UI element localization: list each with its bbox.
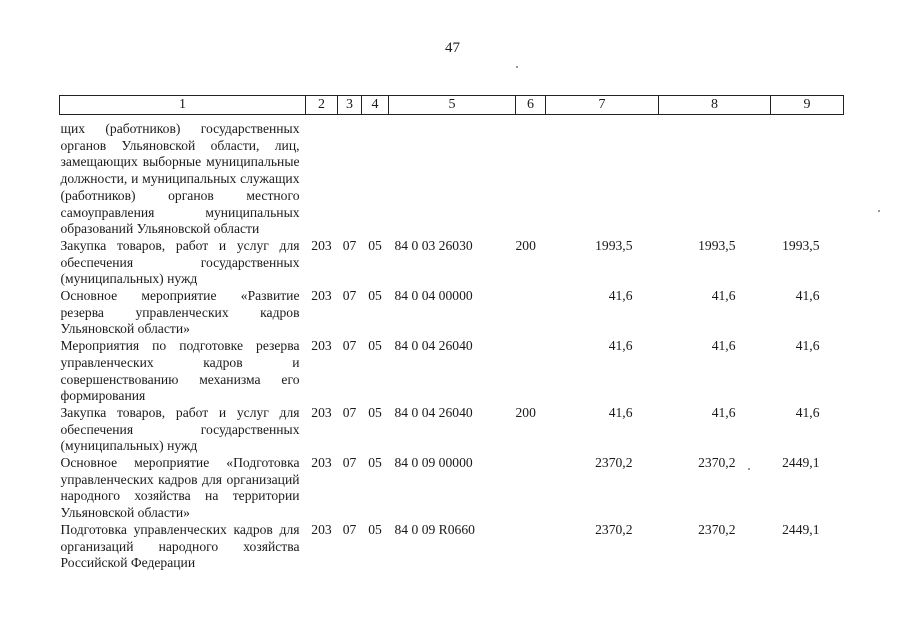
row-amount-2 xyxy=(659,115,771,238)
column-header: 9 xyxy=(771,96,844,115)
column-header: 4 xyxy=(362,96,389,115)
row-amount-1 xyxy=(546,115,659,238)
row-amount-2: 2370,2 xyxy=(698,455,736,471)
row-name: Основное мероприятие «Развитие резерва управленческих кадров Ульяновской области» xyxy=(60,288,300,337)
row-amount-3: 41,6 xyxy=(795,338,820,354)
row-grbs: 203 xyxy=(311,404,332,420)
row-grbs: 203 xyxy=(311,455,332,471)
row-subsection xyxy=(362,115,389,238)
row-expense-type xyxy=(516,455,546,522)
table-row xyxy=(60,288,844,338)
page-number: 47 xyxy=(445,40,460,56)
scan-speck xyxy=(516,66,518,68)
row-section: 07 xyxy=(342,521,357,537)
row-section: 07 xyxy=(342,237,357,253)
row-amount-2: 1993,5 xyxy=(698,237,736,253)
row-amount-2: 41,6 xyxy=(711,338,736,354)
table-row xyxy=(60,405,844,455)
row-expense-type xyxy=(516,115,546,238)
scan-speck xyxy=(878,210,880,212)
column-number-row xyxy=(60,96,844,115)
row-target-article: 84 0 09 R0660 xyxy=(394,521,475,537)
row-subsection: 05 xyxy=(368,237,382,253)
row-subsection: 05 xyxy=(368,338,382,354)
row-subsection: 05 xyxy=(368,521,382,537)
row-amount-1: 2370,2 xyxy=(595,521,633,537)
column-header: 7 xyxy=(546,96,659,115)
row-grbs: 203 xyxy=(311,237,332,253)
row-name: Основное мероприятие «Подготовка управленческих кадров для организаций народного хозяйства на территории Ульяновской области» xyxy=(60,455,300,521)
row-expense-type: 200 xyxy=(515,404,536,420)
row-section: 07 xyxy=(342,288,357,304)
row-amount-2: 2370,2 xyxy=(698,521,736,537)
row-amount-3: 41,6 xyxy=(795,288,820,304)
row-target-article: 84 0 03 26030 xyxy=(394,237,473,253)
row-name: Закупка товаров, работ и услуг для обеспечения государственных (муниципальных) нужд xyxy=(60,237,300,287)
column-header: 6 xyxy=(516,96,546,115)
row-amount-1: 41,6 xyxy=(608,404,633,420)
row-subsection: 05 xyxy=(368,288,382,304)
row-amount-3 xyxy=(771,115,844,238)
table-row xyxy=(60,115,844,238)
row-grbs: 203 xyxy=(311,521,332,537)
table-row xyxy=(60,338,844,405)
row-target-article: 84 0 04 26040 xyxy=(394,338,473,354)
row-amount-2: 41,6 xyxy=(711,288,736,304)
column-header: 5 xyxy=(389,96,516,115)
row-amount-3: 2449,1 xyxy=(782,521,820,537)
row-expense-type: 200 xyxy=(515,237,536,253)
column-header: 2 xyxy=(306,96,338,115)
row-section: 07 xyxy=(342,338,357,354)
row-amount-1: 41,6 xyxy=(608,338,633,354)
budget-table xyxy=(59,95,844,572)
row-grbs xyxy=(306,115,338,238)
row-name: Подготовка управленческих кадров для организаций народного хозяйства Российской Федерации xyxy=(60,521,300,571)
row-subsection: 05 xyxy=(368,455,382,471)
row-amount-1: 1993,5 xyxy=(595,237,633,253)
row-name: Мероприятия по подготовке резерва управленческих кадров и совершенствованию механизма его формирования xyxy=(60,338,300,404)
row-subsection: 05 xyxy=(368,404,382,420)
table-row xyxy=(60,522,844,572)
column-header: 8 xyxy=(659,96,771,115)
row-section xyxy=(338,115,362,238)
column-header: 1 xyxy=(60,96,306,115)
row-section: 07 xyxy=(342,455,357,471)
row-name: Закупка товаров, работ и услуг для обеспечения государственных (муниципальных) нужд xyxy=(60,404,300,454)
row-target-article: 84 0 09 00000 xyxy=(394,455,473,471)
row-section: 07 xyxy=(342,404,357,420)
row-grbs: 203 xyxy=(311,338,332,354)
row-name: щих (работников) государственных органов Ульяновской области, лиц, замещающих выборные муниципальные должности, и муниципальных служащих (работников) органов местного самоуправления муниципальных образований Ульяновской области xyxy=(60,121,300,237)
column-header: 3 xyxy=(338,96,362,115)
row-target-article: 84 0 04 00000 xyxy=(394,288,473,304)
table-row xyxy=(60,455,844,522)
row-target-article xyxy=(389,115,516,238)
row-amount-1: 41,6 xyxy=(608,288,633,304)
row-amount-3: 41,6 xyxy=(795,404,820,420)
row-grbs: 203 xyxy=(311,288,332,304)
row-amount-1: 2370,2 xyxy=(595,455,633,471)
row-expense-type xyxy=(516,288,546,338)
row-amount-2: 41,6 xyxy=(711,404,736,420)
row-expense-type xyxy=(516,338,546,405)
row-amount-3: 2449,1 xyxy=(782,455,820,471)
table-row xyxy=(60,238,844,288)
row-expense-type xyxy=(516,522,546,572)
row-target-article: 84 0 04 26040 xyxy=(394,404,473,420)
row-amount-3: 1993,5 xyxy=(782,237,820,253)
